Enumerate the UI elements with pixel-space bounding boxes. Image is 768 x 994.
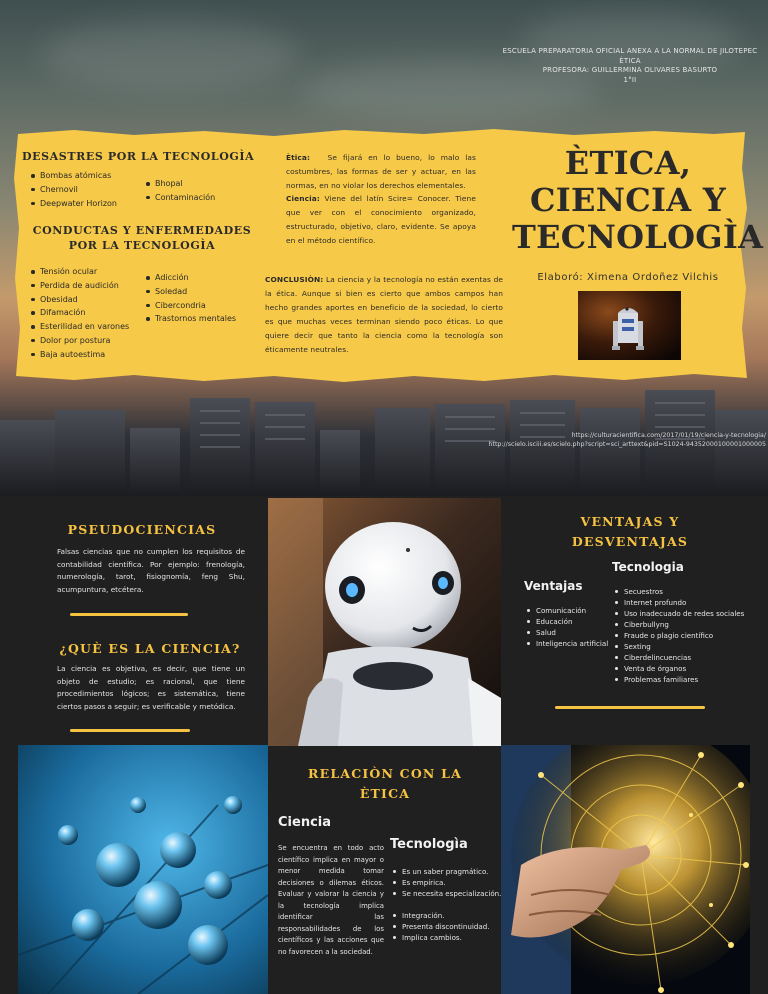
water-drops-photo bbox=[18, 745, 268, 994]
relation-title bbox=[270, 764, 500, 804]
list-item: Obesidad bbox=[30, 293, 129, 307]
list-item: Fraude o plagio científico bbox=[614, 630, 744, 641]
list-item: Presenta discontinuidad. bbox=[392, 921, 501, 932]
author: Elaboró: Ximena Ordoñez Vilchis bbox=[537, 272, 719, 283]
list-item: Secuestros bbox=[614, 586, 744, 597]
main-title bbox=[512, 144, 764, 256]
cons-list bbox=[614, 586, 744, 685]
conclusion bbox=[265, 273, 503, 357]
disasters-list-2 bbox=[145, 177, 215, 205]
divider bbox=[555, 706, 705, 709]
list-item: Trastornos mentales bbox=[145, 312, 236, 326]
source-link-1[interactable]: https://culturacientifica.com/2017/01/19/ciencia-y-tecnologia/ bbox=[571, 432, 766, 439]
group-name: 1°II bbox=[623, 75, 637, 84]
ciencia-text: Viene del latín Scire= Conocer. Tiene que ver con el conocimiento organizado, estructurado, objetivo, claro, evidente. Se apoya en el método científico. bbox=[286, 194, 476, 245]
list-item bbox=[392, 899, 501, 910]
conducts-title bbox=[22, 223, 262, 253]
disasters-list-1 bbox=[30, 169, 117, 210]
conducts-title-line-1: CONDUCTAS Y ENFERMEDADES bbox=[32, 224, 252, 237]
etica-text: Se fijará en lo bueno, lo malo las costumbres, las formas de ser y actuar, en las normas, en no violar los derechos elementales. bbox=[286, 153, 476, 190]
list-item: Venta de órganos bbox=[614, 663, 744, 674]
ciencia-definition bbox=[286, 192, 476, 248]
list-item: Adicción bbox=[145, 271, 236, 285]
list-item: Baja autoestima bbox=[30, 348, 129, 362]
list-item: Contaminación bbox=[145, 191, 215, 205]
list-item: Soledad bbox=[145, 285, 236, 299]
digital-hand-photo bbox=[501, 745, 750, 994]
pros-cons-title-line-2: DESVENTAJAS bbox=[571, 534, 689, 549]
conducts-list-2 bbox=[145, 271, 236, 326]
school-header bbox=[500, 47, 760, 85]
school-name: ESCUELA PREPARATORIA OFICIAL ANEXA A LA NORMAL DE JILOTEPEC bbox=[502, 47, 758, 55]
conclusion-label: CONCLUSIÒN: bbox=[265, 275, 324, 284]
teacher-name: PROFESORA: GUILLERMINA OLIVARES BASURTO bbox=[542, 66, 718, 74]
tech-heading: Tecnologia bbox=[612, 560, 684, 574]
list-item: Ciberbullyng bbox=[614, 619, 744, 630]
list-item: Cibercondria bbox=[145, 299, 236, 313]
etica-definition bbox=[286, 151, 476, 193]
list-item: Inteligencia artificial bbox=[526, 638, 608, 649]
source-link-2[interactable]: http://scielo.isciii.es/scielo.php?script=sci_arttext&pid=S1024-94352000100001000005 bbox=[488, 441, 766, 448]
list-item: Integración. bbox=[392, 910, 501, 921]
pseudo-title: PSEUDOCIENCIAS bbox=[67, 522, 217, 537]
tecnologia-heading: Tecnologìa bbox=[390, 837, 468, 852]
list-item: Educación bbox=[526, 616, 608, 627]
list-item: Bombas atómicas bbox=[30, 169, 117, 183]
divider bbox=[70, 729, 190, 732]
conducts-list-1 bbox=[30, 265, 129, 362]
r2d2-photo bbox=[578, 291, 681, 360]
list-item: Es empírica. bbox=[392, 877, 501, 888]
list-item: Comunicación bbox=[526, 605, 608, 616]
ciencia-label: Ciencia: bbox=[286, 194, 320, 203]
conclusion-text: La ciencia y la tecnología no están exentas de la ética. Aunque si bien es cierto que ambos campos han hecho grandes aportes en beneficio de la sociedad, lo cierto es que muchas veces terminan siendo poco éticas. Lo que quiere decir que tanto la ciencia como la tecnología son éticamente neutrales. bbox=[265, 275, 504, 354]
robot-photo bbox=[268, 498, 501, 746]
ciencia-heading: Ciencia bbox=[278, 815, 332, 830]
divider bbox=[70, 613, 188, 616]
disasters-title: DESASTRES POR LA TECNOLOGÌA bbox=[22, 150, 255, 163]
list-item: Implica cambios. bbox=[392, 932, 501, 943]
list-item: Tensión ocular bbox=[30, 265, 129, 279]
list-item: Problemas familiares bbox=[614, 674, 744, 685]
subject-name: ÈTICA bbox=[619, 56, 641, 65]
ciencia-relation-text: Se encuentra en todo acto científico implica en mayor o menor medida tomar decisiones o dilemas éticos. Evaluar y valorar la ciencia y la tecnología implica identificar las responsabilidades de los científicos y las acciones que no favorecen a la sociedad. bbox=[278, 844, 384, 956]
tecnologia-list bbox=[392, 866, 501, 943]
source-links bbox=[488, 431, 766, 449]
list-item-continuation bbox=[402, 900, 404, 909]
pros-cons-title-line-1: VENTAJAS Y bbox=[580, 514, 680, 529]
conducts-title-line-2: POR LA TECNOLOGÌA bbox=[68, 239, 216, 252]
list-item: Difamación bbox=[30, 306, 129, 320]
list-item: Internet profundo bbox=[614, 597, 744, 608]
list-item: Uso inadecuado de redes sociales bbox=[614, 608, 744, 619]
list-item: Se necesita especialización. bbox=[392, 888, 501, 899]
list-item: Esterilidad en varones bbox=[30, 320, 129, 334]
list-item: Salud bbox=[526, 627, 608, 638]
pros-list bbox=[526, 605, 608, 649]
list-item: Dolor por postura bbox=[30, 334, 129, 348]
list-item: Sexting bbox=[614, 641, 744, 652]
relation-title-line-1: RELACIÒN CON LA bbox=[308, 766, 462, 781]
list-item: Chernovil bbox=[30, 183, 117, 197]
pros-heading: Ventajas bbox=[524, 579, 583, 593]
list-item: Es un saber pragmático. bbox=[392, 866, 501, 877]
etica-label: Ètica: bbox=[286, 153, 311, 162]
main-title-line-2: CIENCIA Y bbox=[529, 181, 727, 219]
list-item: Perdida de audición bbox=[30, 279, 129, 293]
list-item: Deepwater Horizon bbox=[30, 197, 117, 211]
pseudo-text: Falsas ciencias que no cumplen los requisitos de contabilidad científica. Por ejemplo: frenología, numerología, tarot, fisiognomía, feng Shu, acumpuntura, etcétera. bbox=[57, 547, 245, 595]
list-item: Bhopal bbox=[145, 177, 215, 191]
list-item: Ciberdelincuencias bbox=[614, 652, 744, 663]
main-title-line-1: ÈTICA, bbox=[564, 144, 692, 182]
what-is-science-text: La ciencia es objetiva, es decir, que tiene un objeto de estudio; es racional, que tiene procedimientos lógicos; es sistemática, tiene ciertos pasos a seguir; es verificable y metódica. bbox=[57, 664, 245, 712]
pros-cons-title bbox=[510, 512, 750, 552]
relation-title-line-2: ÈTICA bbox=[359, 786, 411, 801]
main-title-line-3: TECNOLOGÌA bbox=[512, 218, 764, 256]
what-is-science-title: ¿QUÈ ES LA CIENCIA? bbox=[59, 641, 241, 656]
